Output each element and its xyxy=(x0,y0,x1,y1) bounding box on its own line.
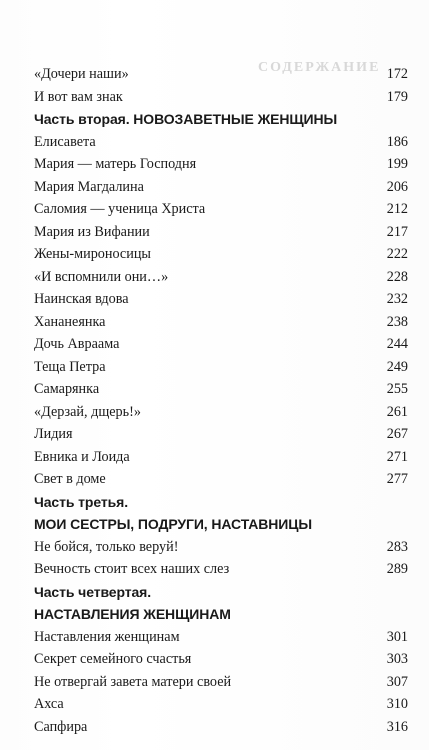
toc-entry-page-number: 199 xyxy=(386,156,408,172)
toc-entry-title: Мария из Вифании xyxy=(34,223,150,240)
toc-section-heading: МОИ СЕСТРЫ, ПОДРУГИ, НАСТАВНИЦЫ xyxy=(34,516,313,532)
toc-entry-title: Свет в доме xyxy=(34,471,106,487)
toc-entry-page-number: 283 xyxy=(386,538,408,555)
bleed-through-header: СОДЕРЖАНИЕ xyxy=(258,60,381,75)
toc-entry-page-number: 249 xyxy=(386,358,408,375)
toc-entry-page-number: 261 xyxy=(386,403,408,420)
toc-entry-page-number: 289 xyxy=(386,561,408,577)
toc-entry xyxy=(34,266,408,289)
toc-entry-page-number: 212 xyxy=(386,201,408,217)
toc-entry-page-number: 267 xyxy=(386,426,408,442)
toc-entry xyxy=(34,153,408,176)
toc-entry xyxy=(34,176,408,199)
toc-entry-page-number: 232 xyxy=(386,291,408,307)
toc-entry-page-number: 179 xyxy=(386,88,408,105)
toc-entry-title: Наинская вдова xyxy=(34,291,129,307)
toc-entry-title: «Дерзай, дщерь!» xyxy=(34,403,141,420)
toc-entry-title: Секрет семейного счастья xyxy=(34,651,192,667)
toc-entry-title: Лидия xyxy=(34,426,73,442)
toc-entry-page-number: 206 xyxy=(386,178,408,195)
table-of-contents xyxy=(34,63,408,738)
toc-entry xyxy=(34,693,408,716)
toc-entry-page-number: 316 xyxy=(386,718,408,735)
toc-entry-title: «Дочери наши» xyxy=(34,66,129,82)
toc-entry-title: Самарянка xyxy=(34,381,100,397)
toc-entry xyxy=(34,626,408,649)
toc-section-heading: Часть четвертая. xyxy=(34,583,152,600)
toc-entry-title: Вечность стоит всех наших слез xyxy=(34,561,230,577)
toc-entry-title: Ахса xyxy=(34,696,64,712)
toc-entry-page-number: 307 xyxy=(386,673,408,690)
toc-entry xyxy=(34,378,408,401)
toc-entry-title: Хананеянка xyxy=(34,313,106,330)
toc-entry-page-number: 301 xyxy=(386,628,408,645)
toc-section-heading: НАСТАВЛЕНИЯ ЖЕНЩИНАМ xyxy=(34,606,231,622)
toc-entry-title: «И вспомнили они…» xyxy=(34,268,169,285)
toc-entry-title: Жены-мироносицы xyxy=(34,246,151,262)
toc-entry-page-number: 172 xyxy=(386,66,408,82)
toc-entry-title: Сапфира xyxy=(34,718,88,735)
toc-entry xyxy=(34,558,408,581)
toc-entry-page-number: 255 xyxy=(386,381,408,397)
toc-entry xyxy=(34,131,408,154)
toc-entry-page-number: 271 xyxy=(386,448,408,465)
toc-entry xyxy=(34,536,408,559)
toc-entry-page-number: 310 xyxy=(386,696,408,712)
toc-entry xyxy=(34,446,408,469)
toc-section-heading: Часть третья. xyxy=(34,493,128,510)
toc-section-heading: Часть вторая. НОВОЗАВЕТНЫЕ ЖЕНЩИНЫ xyxy=(34,111,338,127)
toc-entry-page-number: 238 xyxy=(386,313,408,330)
toc-entry xyxy=(34,63,408,86)
toc-entry xyxy=(34,288,408,311)
toc-entry-title: Наставления женщинам xyxy=(34,628,180,645)
toc-entry xyxy=(34,423,408,446)
toc-entry-title: И вот вам знак xyxy=(34,88,123,105)
toc-entry-page-number: 222 xyxy=(386,246,408,262)
toc-entry-title: Елисавета xyxy=(34,133,96,150)
toc-entry-page-number: 303 xyxy=(386,651,408,667)
toc-entry xyxy=(34,86,408,109)
toc-entry-page-number: 244 xyxy=(386,336,408,352)
toc-entry-title: Не бойся, только веруй! xyxy=(34,538,179,555)
toc-entry xyxy=(34,221,408,244)
toc-entry xyxy=(34,311,408,334)
toc-entry-title: Не отвергай завета матери своей xyxy=(34,673,232,690)
toc-entry xyxy=(34,401,408,424)
toc-entry-title: Теща Петра xyxy=(34,358,106,375)
toc-entry xyxy=(34,198,408,221)
toc-entry-title: Мария — матерь Господня xyxy=(34,156,197,172)
toc-entry-page-number: 186 xyxy=(386,133,408,150)
toc-entry-title: Дочь Авраама xyxy=(34,336,120,352)
toc-entry-title: Мария Магдалина xyxy=(34,178,144,195)
toc-entry xyxy=(34,333,408,356)
toc-entry-title: Евника и Лоида xyxy=(34,448,130,465)
toc-entry xyxy=(34,468,408,491)
toc-entry-title: Саломия — ученица Христа xyxy=(34,201,206,217)
toc-entry-page-number: 277 xyxy=(386,471,408,487)
toc-entry-page-number: 228 xyxy=(386,268,408,285)
toc-entry xyxy=(34,356,408,379)
toc-entry xyxy=(34,716,408,739)
toc-entry xyxy=(34,648,408,671)
toc-entry xyxy=(34,671,408,694)
toc-entry-page-number: 217 xyxy=(386,223,408,240)
toc-entry xyxy=(34,243,408,266)
